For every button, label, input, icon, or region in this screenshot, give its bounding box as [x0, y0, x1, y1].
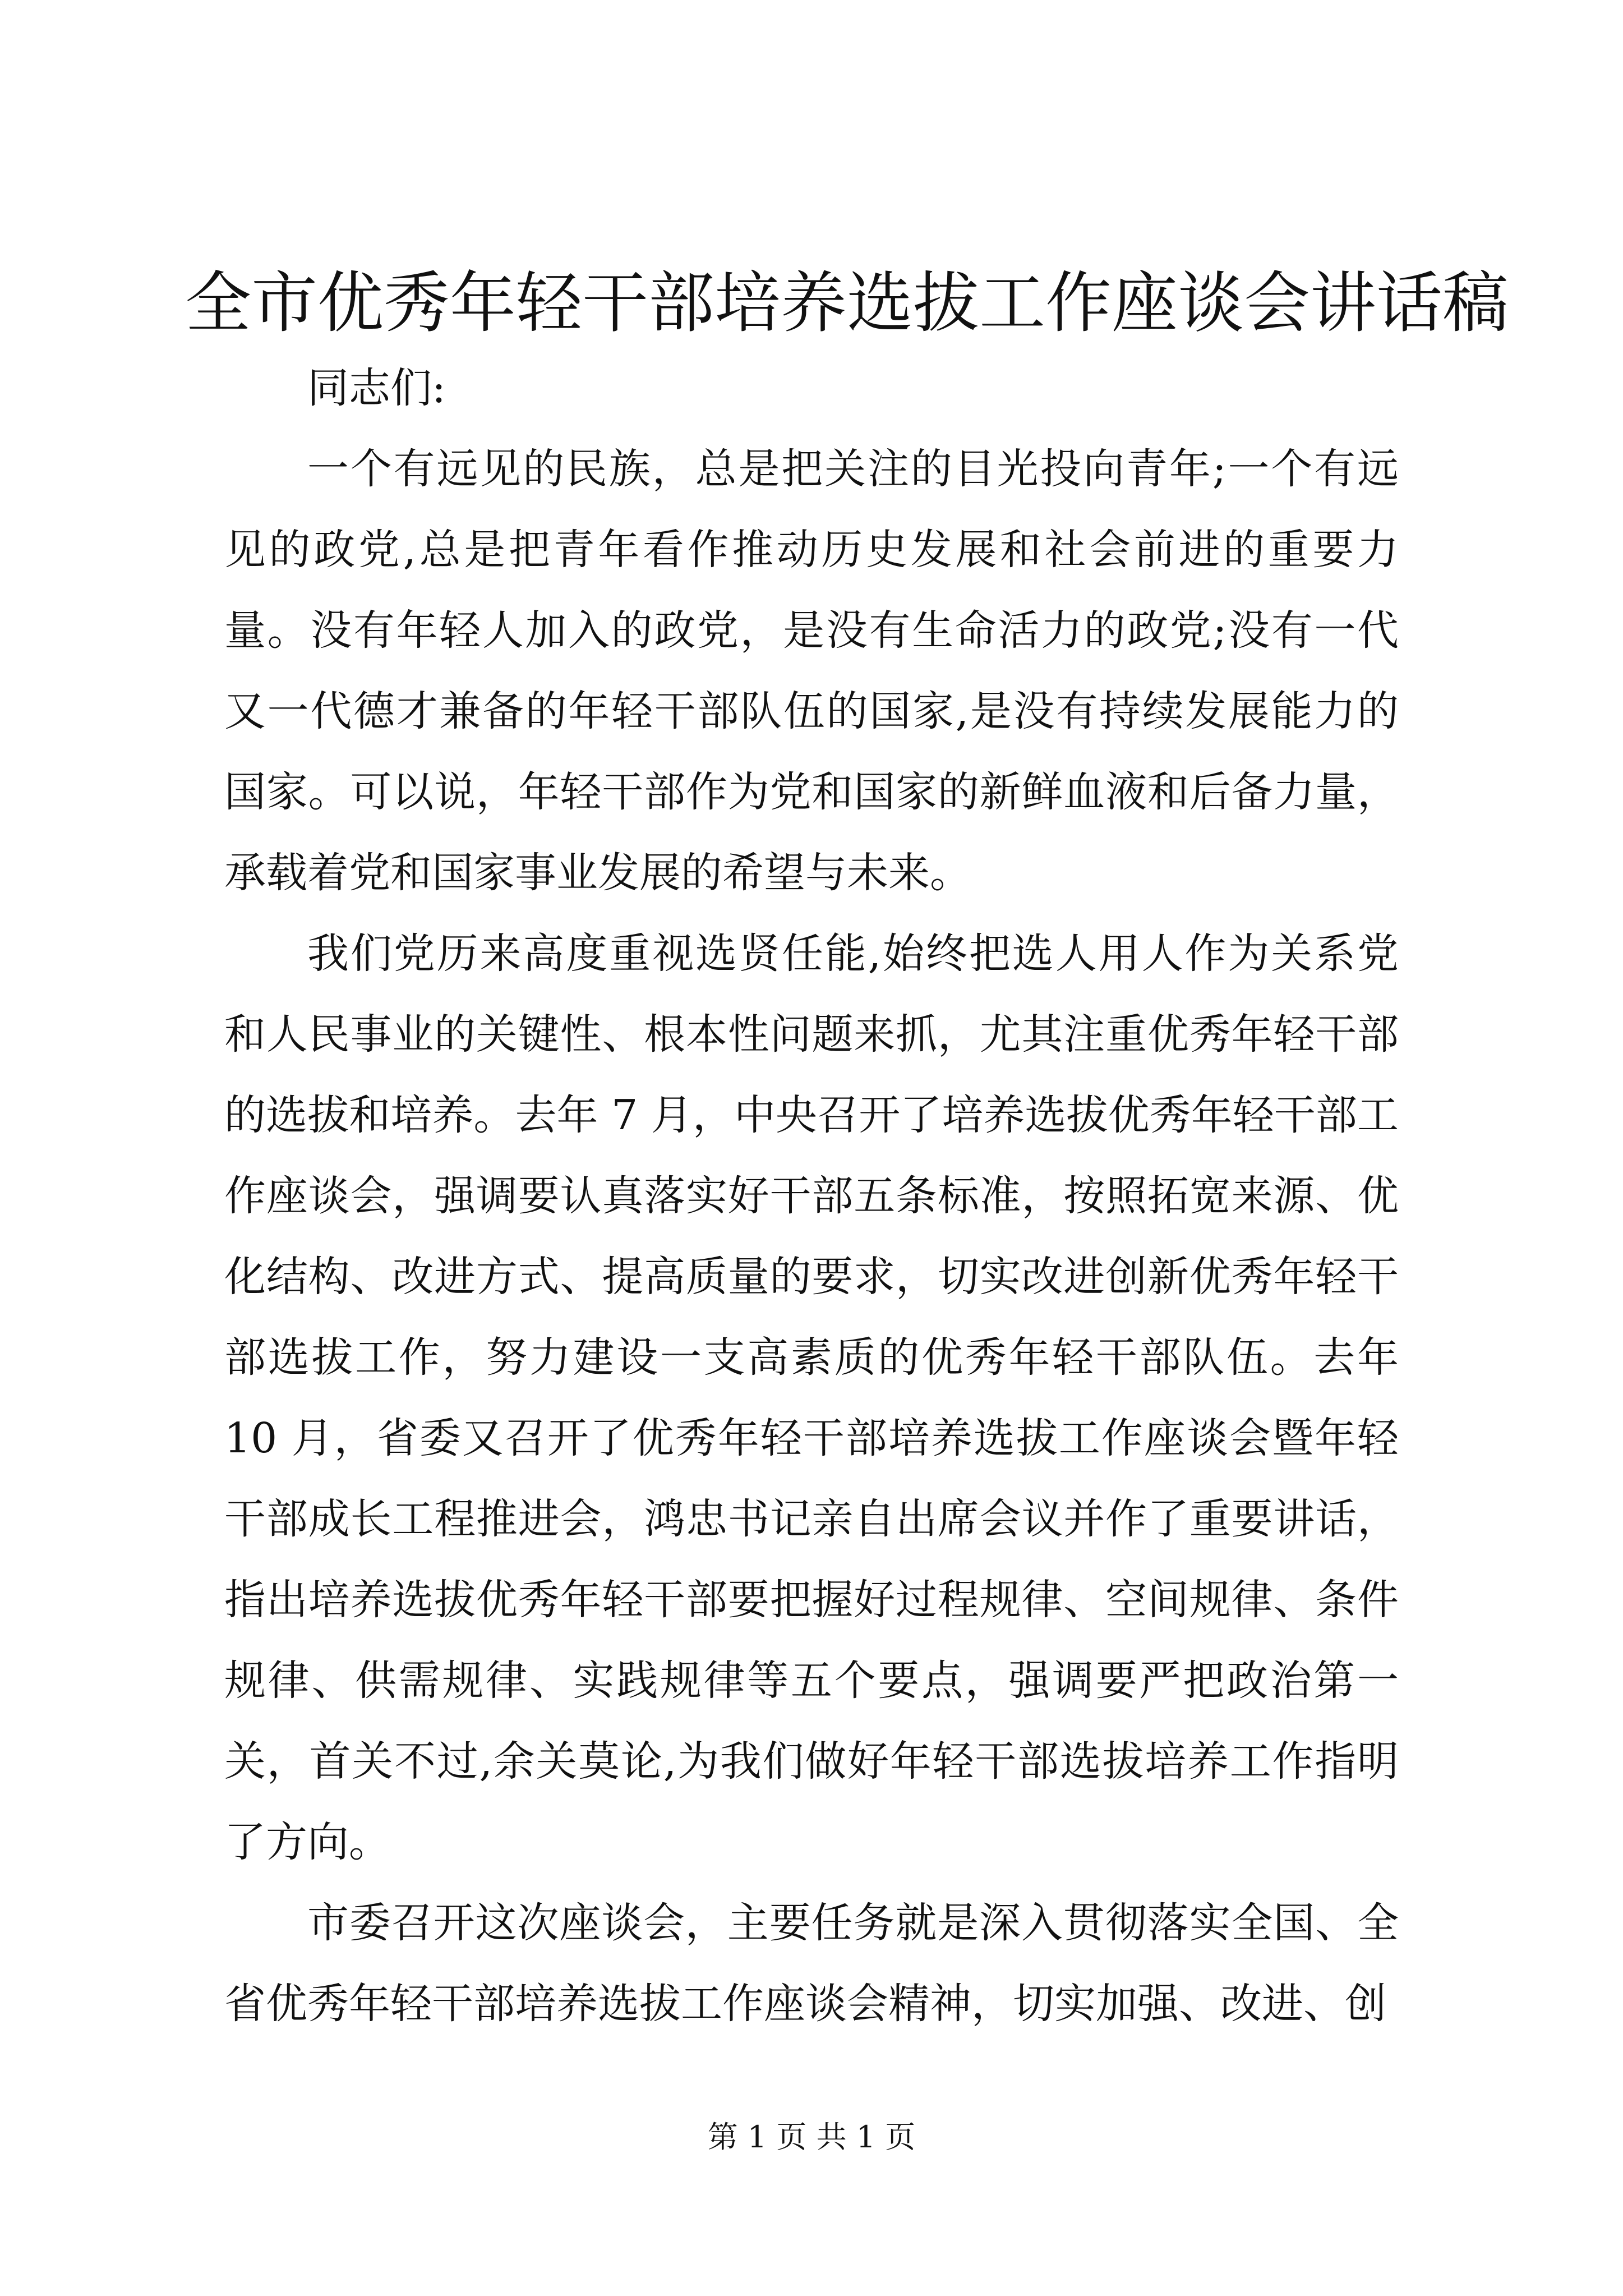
- page-footer: 第 1 页 共 1 页: [707, 2119, 916, 2155]
- body-paragraph: 我们党历来高度重视选贤任能,始终把选人用人作为关系党和人民事业的关键性、根本性问题来抓，尤其注重优秀年轻干部的选拔和培养。去年 7 月，中央召开了培养选拔优秀年轻干部工作座谈会，强调要认真落实好干部五条标准，按照拓宽来源、优化结构、改进方式、提高质量的要求，切实改进创新优秀年轻干部选拔工作，努力建设一支高素质的优秀年轻干部队伍。去年 10 月，省委又召开了优秀年轻干部培养选拔工作座谈会暨年轻干部成长工程推进会，鸿忠书记亲自出席会议并作了重要讲话，指出培养选拔优秀年轻干部要把握好过程规律、空间规律、条件规律、供需规律、实践规律等五个要点，强调要严把政治第一关，首关不过,余关莫论,为我们做好年轻干部选拔培养工作指明了方向。: [224, 930, 1399, 1866]
- document-body: [224, 348, 1399, 2044]
- body-paragraph: 市委召开这次座谈会，主要任务就是深入贯彻落实全国、全省优秀年轻干部培养选拔工作座谈会精神，切实加强、改进、创: [224, 1899, 1399, 2028]
- salutation: 同志们:: [307, 364, 446, 412]
- document-title: 全市优秀年轻干部培养选拔工作座谈会讲话稿: [185, 264, 1509, 342]
- body-paragraph: 一个有远见的民族，总是把关注的目光投向青年;一个有远见的政党,总是把青年看作推动历史发展和社会前进的重要力量。没有年轻人加入的政党，是没有生命活力的政党;没有一代又一代德才兼备的年轻干部队伍的国家,是没有持续发展能力的国家。可以说，年轻干部作为党和国家的新鲜血液和后备力量，承载着党和国家事业发展的希望与未来。: [224, 445, 1399, 897]
